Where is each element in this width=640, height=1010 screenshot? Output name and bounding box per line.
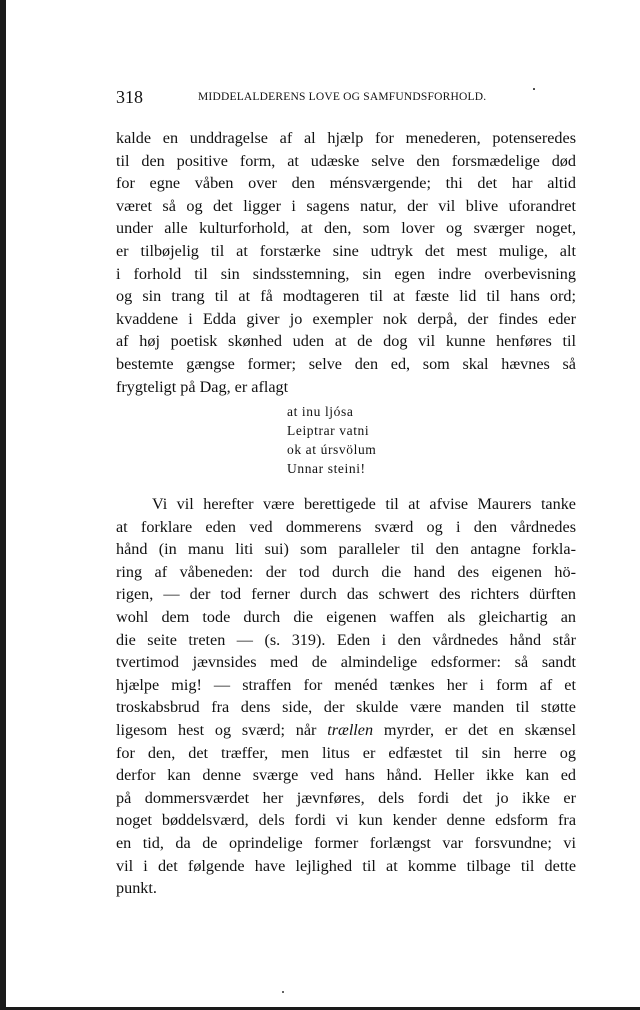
verse-quotation bbox=[287, 402, 376, 478]
text-line: tvertimod jævnsides med de almindelige edsformer: så sandt bbox=[116, 653, 576, 672]
text-line: under alle kulturforhold, at den, som lover og sværger noget, bbox=[116, 219, 576, 238]
verse-line: ok at úrsvölum bbox=[287, 442, 377, 457]
text-line: er tilbøjelig til at forstærke sine udtryk det mest mulige, alt bbox=[116, 241, 576, 260]
page-header bbox=[116, 86, 586, 108]
text-line: kalde en unddragelse af al hjælp for menederen, potenseredes bbox=[116, 129, 576, 147]
scan-left-edge bbox=[0, 0, 6, 1010]
text-line: bestemte gængse former; selve den ed, som skal hævnes så bbox=[116, 354, 576, 373]
text-line: været så og det ligger i sagens natur, der vil blive uforandret bbox=[116, 196, 576, 215]
text-line: hjælpe mig! — straffen for menéd tænkes her i form af et bbox=[116, 675, 576, 694]
running-title: MIDDELALDERENS LOVE OG SAMFUNDSFORHOLD. bbox=[198, 91, 487, 103]
text-line: vil i det følgende have lejlighed til at komme tilbage til dette bbox=[116, 856, 576, 875]
text-line: Vi vil herefter være berettigede til at afvise Maurers tanke bbox=[152, 495, 576, 513]
page-number: 318 bbox=[116, 87, 143, 107]
text-line: punkt. bbox=[116, 879, 157, 898]
text-line: noget bøddelsværd, dels fordi vi kun kender denne edsform fra bbox=[116, 811, 576, 830]
line-end: myrder, er det en skænsel bbox=[373, 720, 576, 739]
text-line: til den positive form, at udæske selve den forsmædelige død bbox=[116, 151, 576, 170]
scan-speck bbox=[282, 991, 284, 993]
text-line: en tid, da de oprindelige former forlængst var forsvundne; vi bbox=[116, 833, 576, 852]
text-line: kvaddene i Edda giver jo exempler nok derpå, der findes eder bbox=[116, 309, 576, 328]
text-line-with-italic bbox=[116, 719, 576, 742]
verse-line: Unnar steini! bbox=[287, 461, 366, 476]
text-line: og sin trang til at få modtageren til at fæste lid til hans ord; bbox=[116, 287, 576, 306]
verse-line: Leiptrar vatni bbox=[287, 423, 370, 438]
text-line: frygteligt på Dag, er aflagt bbox=[116, 377, 289, 396]
text-line: troskabsbrud fra dens side, der skulde være manden til støtte bbox=[116, 698, 576, 717]
text-line: wohl dem tode durch die eigenen waffen als gleichartig an bbox=[116, 607, 576, 626]
text-line: rigen, — der tod ferner durch das schwert des richters dürften bbox=[116, 585, 576, 604]
paragraph-2 bbox=[116, 493, 576, 900]
text-line: hånd (in manu liti sui) som paralleler til den antagne forkla- bbox=[116, 540, 576, 559]
text-line: ring af våbeneden: der tod durch die hand des eigenen hö- bbox=[116, 562, 576, 581]
verse-line: at inu ljósa bbox=[287, 404, 354, 419]
text-line: die seite treten — (s. 319). Eden i den vårdnedes hånd står bbox=[116, 630, 576, 649]
text-line: på dommersværdet her jævnføres, dels fordi det jo ikke er bbox=[116, 788, 576, 807]
text-line: for den, det træffer, men litus er edfæstet til sin herre og bbox=[116, 743, 576, 762]
paragraph-1 bbox=[116, 127, 576, 398]
italic-word: trællen bbox=[327, 720, 374, 739]
text-line: af høj poetisk skønhed uden at de dog vil kunne henføres til bbox=[116, 332, 576, 351]
text-line: derfor kan denne sværge ved hans hånd. Heller ikke kan ed bbox=[116, 766, 576, 785]
text-line: for egne våben over den ménsværgende; thi det har altid bbox=[116, 174, 576, 193]
text-line: at forklare eden ved dommerens sværd og i den vårdnedes bbox=[116, 517, 576, 536]
line-start: ligesom hest og sværd; når bbox=[116, 720, 328, 739]
text-line: i forhold til sin sindsstemning, sin egen indre overbevisning bbox=[116, 264, 576, 283]
